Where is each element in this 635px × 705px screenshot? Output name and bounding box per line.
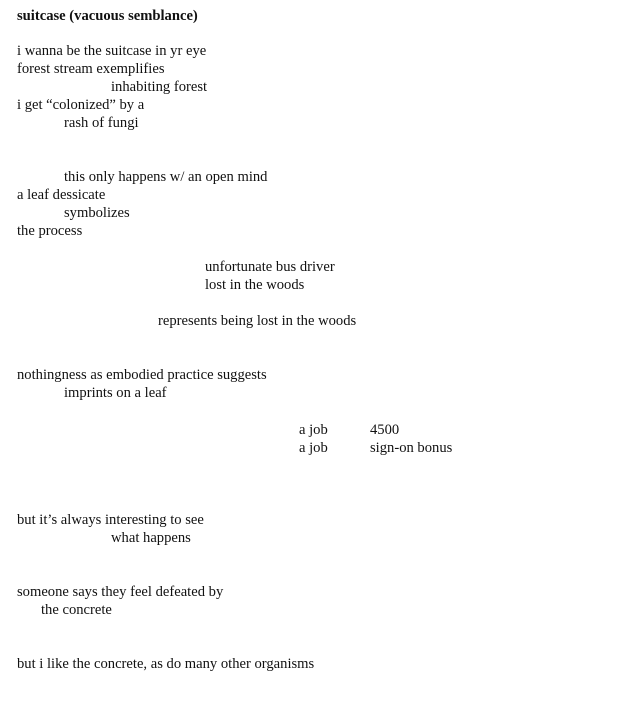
poem-line: but i like the concrete, as do many other organisms — [17, 656, 315, 672]
poem-line: lost in the woods — [205, 277, 305, 293]
poem-line: a leaf dessicate — [17, 187, 106, 203]
poem-line: what happens — [111, 530, 191, 546]
poem-line: but it’s always interesting to see — [17, 512, 204, 528]
poem-line: rash of fungi — [64, 115, 139, 131]
poem-line: nothingness as embodied practice suggests — [17, 367, 267, 383]
poem-line: this only happens w/ an open mind — [64, 169, 268, 185]
poem-line: inhabiting forest — [111, 79, 208, 95]
poem-line: a job — [299, 422, 328, 438]
poem-line: the concrete — [41, 602, 112, 618]
poem-line: someone says they feel defeated by — [17, 584, 224, 600]
poem-title: suitcase (vacuous semblance) — [17, 8, 198, 24]
poem-line: i wanna be the suitcase in yr eye — [17, 43, 207, 59]
poem-line: 4500 — [370, 422, 400, 438]
poem-line: symbolizes — [64, 205, 130, 221]
poem-line: the process — [17, 223, 83, 239]
poem-line: forest stream exemplifies — [17, 61, 165, 77]
poem-line: unfortunate bus driver — [205, 259, 335, 275]
poem-line: represents being lost in the woods — [158, 313, 357, 329]
poem-line: sign-on bonus — [370, 440, 453, 456]
poem-line: a job — [299, 440, 328, 456]
poem-line: imprints on a leaf — [64, 385, 167, 401]
poem-line: i get “colonized” by a — [17, 97, 145, 113]
